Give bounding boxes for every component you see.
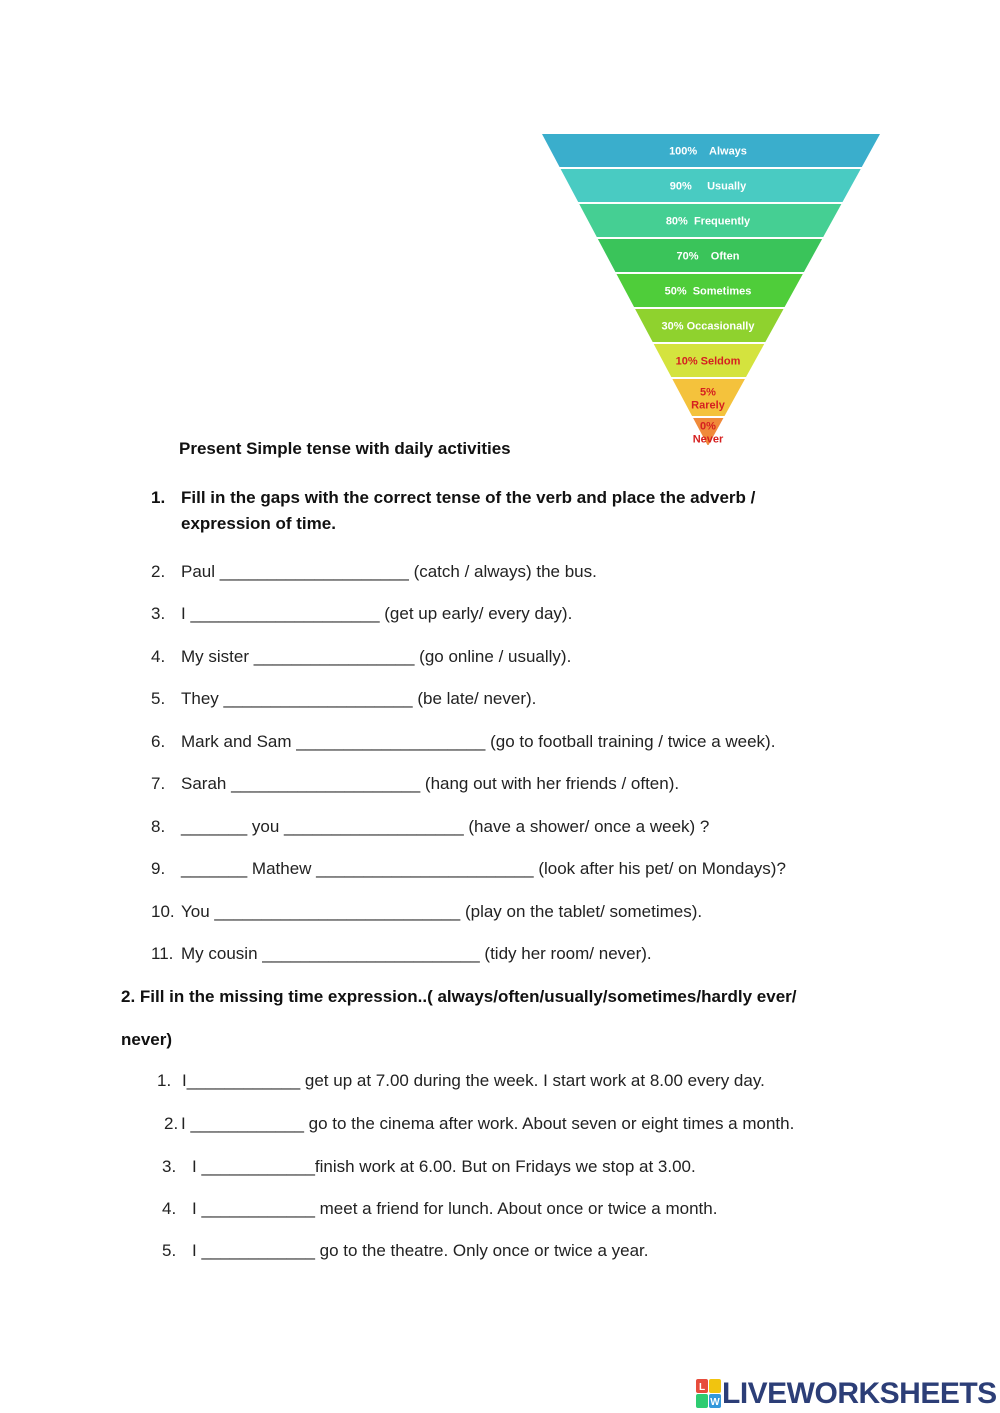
exercise-number: 8. bbox=[151, 817, 166, 836]
liveworksheets-logo[interactable] bbox=[696, 1376, 997, 1412]
exercise-item[interactable]: _______ you ___________________ (have a shower/ once a week) ? bbox=[181, 817, 710, 836]
section1-heading-line1: Fill in the gaps with the correct tense of the verb and place the adverb / bbox=[181, 488, 756, 507]
liveworksheets-icon bbox=[696, 1379, 722, 1409]
logo-letter: L bbox=[698, 1382, 706, 1393]
section2-heading-line2: never) bbox=[121, 1030, 173, 1049]
exercise-item[interactable]: I ____________________ (get up early/ every day). bbox=[181, 604, 573, 623]
pyramid-label: 80% Frequently bbox=[665, 215, 751, 228]
exercise-item[interactable]: _______ Mathew _______________________ (look after his pet/ on Mondays)? bbox=[181, 859, 786, 878]
exercise-item[interactable]: They ____________________ (be late/ never). bbox=[181, 689, 537, 708]
pyramid-label: 10% Seldom bbox=[675, 355, 741, 368]
logo-letter: W bbox=[710, 1397, 720, 1408]
pyramid-label: Never bbox=[692, 433, 724, 446]
section2-heading-line1: 2. Fill in the missing time expression..( always/often/usually/sometimes/hardly ever/ bbox=[121, 987, 797, 1006]
exercise-item[interactable]: Sarah ____________________ (hang out with her friends / often). bbox=[181, 774, 680, 793]
brand-name: LIVEWORKSHEETS bbox=[722, 1377, 997, 1410]
exercise-number: 10. bbox=[151, 902, 175, 921]
exercise-number: 1. bbox=[157, 1071, 172, 1090]
section1-number: 1. bbox=[151, 488, 166, 507]
exercise-item[interactable]: I ____________ go to the theatre. Only once or twice a year. bbox=[192, 1241, 649, 1260]
section1-heading-line2: expression of time. bbox=[181, 514, 336, 533]
logo-tile bbox=[696, 1394, 708, 1408]
exercise-number: 3. bbox=[151, 604, 166, 623]
exercise-number: 3. bbox=[162, 1157, 177, 1176]
exercise-item[interactable]: I____________ get up at 7.00 during the week. I start work at 8.00 every day. bbox=[182, 1071, 765, 1090]
pyramid-label: 30% Occasionally bbox=[661, 320, 755, 333]
pyramid-label: 5% bbox=[700, 386, 716, 399]
exercise-item[interactable]: You __________________________ (play on the tablet/ sometimes). bbox=[181, 902, 703, 921]
exercise-number: 5. bbox=[151, 689, 166, 708]
page-title: Present Simple tense with daily activities bbox=[179, 439, 511, 458]
exercise-number: 7. bbox=[151, 774, 166, 793]
exercise-item[interactable]: I ____________ meet a friend for lunch. About once or twice a month. bbox=[192, 1199, 718, 1218]
exercise-item[interactable]: Mark and Sam ____________________ (go to football training / twice a week). bbox=[181, 732, 776, 751]
pyramid-label: 0% bbox=[700, 420, 716, 433]
exercise-item[interactable]: My sister _________________ (go online / usually). bbox=[181, 647, 572, 666]
exercise-number: 11. bbox=[151, 944, 174, 963]
pyramid-label: 100% Always bbox=[669, 145, 747, 158]
exercise-number: 9. bbox=[151, 859, 166, 878]
exercise-number: 5. bbox=[162, 1241, 177, 1260]
exercise-number: 4. bbox=[162, 1199, 177, 1218]
logo-tile bbox=[709, 1379, 721, 1393]
pyramid-label: 90% Usually bbox=[669, 180, 747, 193]
exercise-item[interactable]: Paul ____________________ (catch / always) the bus. bbox=[181, 562, 597, 581]
exercise-number: 2. bbox=[151, 562, 166, 581]
exercise-item[interactable]: I ____________ go to the cinema after work. About seven or eight times a month. bbox=[181, 1114, 795, 1133]
pyramid-label: Rarely bbox=[691, 399, 725, 412]
exercise-item[interactable]: I ____________finish work at 6.00. But on Fridays we stop at 3.00. bbox=[192, 1157, 696, 1176]
pyramid-label: 50% Sometimes bbox=[664, 285, 752, 298]
exercise-number: 4. bbox=[151, 647, 166, 666]
pyramid-label: 70% Often bbox=[676, 250, 740, 263]
exercise-number: 6. bbox=[151, 732, 166, 751]
exercise-item[interactable]: My cousin _______________________ (tidy her room/ never). bbox=[181, 944, 652, 963]
frequency-pyramid bbox=[538, 128, 883, 453]
exercise-number: 2. bbox=[164, 1114, 179, 1133]
